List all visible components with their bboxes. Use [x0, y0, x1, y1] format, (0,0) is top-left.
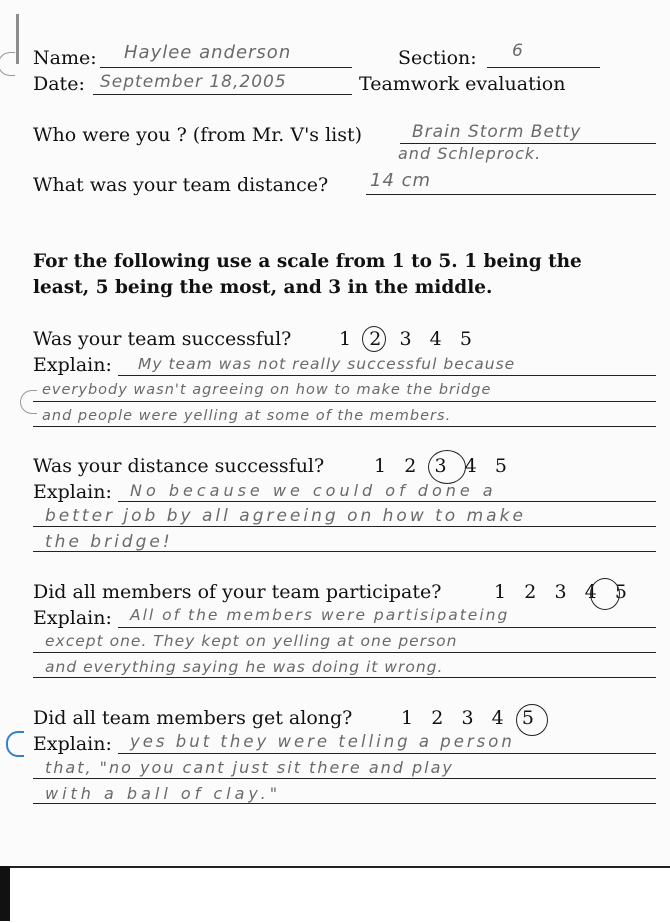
distance-value: 14 cm: [370, 170, 432, 191]
answer-line: [33, 677, 656, 678]
answer-line: [118, 753, 656, 754]
rating-scale: [339, 330, 472, 349]
scale-option: 1: [374, 455, 387, 477]
answer-text: All of the members were partisipateing: [130, 606, 510, 624]
rating-question: Did all members of your team participate?: [33, 581, 442, 603]
scale-option: 1: [494, 581, 507, 603]
distance-line: [366, 194, 656, 195]
punch-hole-top: [0, 52, 15, 76]
answer-text: better job by all agreeing on how to make: [45, 506, 526, 526]
answer-line: [33, 526, 656, 527]
scale-option: 3: [434, 455, 447, 477]
answer-line: [33, 401, 656, 402]
form-title: Teamwork evaluation: [359, 73, 566, 95]
answer-text: except one. They kept on yelling at one person: [45, 632, 458, 650]
answer-text: and people were yelling at some of the members.: [42, 408, 452, 424]
rating-scale: [401, 709, 534, 728]
explain-label: Explain:: [33, 733, 112, 755]
explain-label: Explain:: [33, 354, 112, 376]
selected-rating-circle: [590, 578, 620, 610]
scale-option: 5: [494, 455, 507, 477]
scale-option: 5: [459, 328, 472, 350]
date-label: Date:: [33, 73, 85, 95]
explain-label: Explain:: [33, 607, 112, 629]
instructions-line2: least, 5 being the most, and 3 in the middle.: [33, 277, 493, 298]
selected-rating-circle: [362, 326, 386, 352]
name-label: Name:: [33, 47, 97, 69]
scale-option: 2: [524, 581, 537, 603]
answer-text: that, "no you cant just sit there and play: [45, 758, 454, 777]
answer-text: the bridge!: [45, 532, 173, 552]
who-value-line2: and Schleprock.: [398, 144, 542, 163]
scale-option: 2: [369, 328, 382, 350]
selected-rating-circle: [428, 450, 466, 484]
answer-text: everybody wasn't agreeing on how to make the bridge: [42, 382, 492, 398]
answer-line: [118, 375, 656, 376]
scale-option: 5: [614, 581, 627, 603]
date-line: [93, 94, 352, 95]
explain-label: Explain:: [33, 481, 112, 503]
scale-option: 5: [521, 707, 534, 729]
date-value: September 18,2005: [100, 72, 287, 92]
scale-option: 4: [429, 328, 442, 350]
answer-line: [33, 652, 656, 653]
scale-option: 4: [464, 455, 477, 477]
answer-text: with a ball of clay.": [45, 784, 282, 803]
answer-line: [33, 778, 656, 779]
who-label: Who were you ? (from Mr. V's list): [33, 124, 363, 146]
section-value: 6: [512, 41, 524, 61]
scale-option: 3: [461, 707, 474, 729]
name-line: [100, 67, 352, 68]
scale-option: 3: [554, 581, 567, 603]
answer-line: [118, 627, 656, 628]
scale-option: 2: [431, 707, 444, 729]
scale-option: 2: [404, 455, 417, 477]
punch-hole-bottom: [6, 731, 24, 757]
binder-mark: [16, 14, 19, 64]
scale-option: 1: [339, 328, 352, 350]
scale-option: 3: [399, 328, 412, 350]
rating-question: Was your team successful?: [33, 328, 292, 350]
distance-label: What was your team distance?: [33, 174, 329, 196]
instructions-line1: For the following use a scale from 1 to 5. 1 being the: [33, 251, 582, 272]
answer-text: yes but they were telling a person: [130, 732, 515, 751]
scale-option: 1: [401, 707, 414, 729]
who-value-line1: Brain Storm Betty: [412, 122, 582, 142]
scale-option: 4: [584, 581, 597, 603]
answer-line: [33, 803, 656, 804]
rating-question: Was your distance successful?: [33, 455, 325, 477]
scan-margin: [0, 866, 670, 923]
answer-text: and everything saying he was doing it wrong.: [45, 658, 444, 676]
section-label: Section:: [398, 47, 477, 69]
scale-option: 4: [491, 707, 504, 729]
selected-rating-circle: [516, 704, 548, 736]
punch-hole-middle: [20, 390, 37, 414]
answer-line: [118, 501, 656, 502]
scan-edge: [0, 866, 10, 921]
rating-question: Did all team members get along?: [33, 707, 353, 729]
answer-line: [33, 426, 656, 427]
answer-text: My team was not really successful because: [138, 355, 516, 373]
answer-text: No because we could of done a: [130, 481, 497, 500]
section-line: [487, 67, 600, 68]
name-value: Haylee anderson: [124, 42, 292, 63]
